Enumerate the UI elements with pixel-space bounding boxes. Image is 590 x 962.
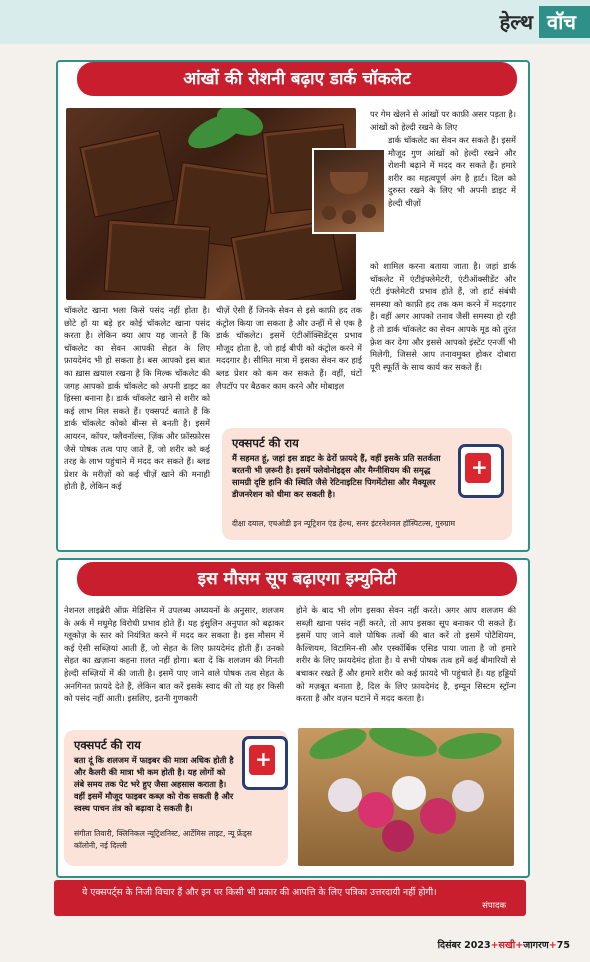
article2-title: इस मौसम सूप बढ़ाएगा इम्युनिटी [77,562,517,596]
disclaimer-text: ये एक्सपर्ट्स के निजी विचार हैं और इन पर किसी भी प्रकार की आपत्ति के लिए पत्रिका उत्तरदायी नहीं होगी। [82,887,437,898]
medical-kit-icon: + [242,736,288,790]
expert-opinion: बता दूं कि शलजम में फाइबर की मात्रा अधिक होती है और कैलरी की मात्रा भी कम होती है। यह लोगों को लंबे समय तक पेट भरे हुए जैसा अहसास कराता है। वहीं इसमें मौजूद फाइबर कब्ज़ को रोक सकती है और स्वस्थ पाचन तंत्र को बढ़ावा दे सकती है। [74,755,234,813]
article2-col1: नेशनल लाइब्रेरी ऑफ़ मेडिसिन में उपलब्ध अध्ययनों के अनुसार, शलजम के अर्क में मधुमेह विरोधी प्रभाव होते हैं। यह इंसुलिन अनुपात को बढ़ाकर ग्लूकोज़ के स्तर को नियंत्रित करने में मदद कर सकता है। इस मौसम में कई ऐसी सब्ज़ियां आती हैं, जो सेहत के लिए फ़ायदेमंद होती हैं। उनको सेहत का ख़ज़ाना कहना ग़लत नहीं होगा। बता दें कि शलजम की गिनती हेल्दी सब्ज़ियों में की जाती है। इसमें पाए जाने वाले पोषक तत्व सेहत के अनगिनत फ़ायदे देते हैं, लेकिन बात करें इसके स्वाद की तो यह हर किसी को पसंद नहीं आती। इसलिए, इतनी गुणकारी [64,605,284,704]
expert-citation: दीक्षा दयाल, एचओडी इन न्यूट्रिशन एंड हेल्थ, सनर इंटरनेशनल हॉस्पिटल्स, गुरुग्राम [232,519,456,528]
expert-title: एक्सपर्ट की राय [232,436,299,450]
expert-title: एक्सपर्ट की राय [74,738,141,752]
article2-col2: होने के बाद भी लोग इसका सेवन नहीं करते। अगर आप शलजम की सब्ज़ी खाना पसंद नहीं करते, तो आप इसका सूप बनाकर पी सकते हैं। इसमें पाए जाने वाले पोषिक तत्वों की बात करें तो इसमें पोटैशियम, कैल्शियम, विटामिन-सी और एस्कॉर्बिक एसिड पाया जाता है जो हमारे शरीर के लिए फ़ायदेमंद होता है। ये सभी पोषक तत्व हमें कई बीमारियों से बचाकर रखते हैं और हमारे शरीर को कई फ़ायदे भी पहुंचाते हैं। यह हड्डियों को मज़बूत बनाता है, दिल के लिए फ़ायदेमंद है, इम्यून सिस्टम स्ट्रॉन्ग करता है और वज़न घटाने में मदद करता है। [296,605,516,704]
expert-opinion: मैं सहमत हूं, जहां इस डाइट के ढेरों फ़ायदे हैं, वहीं इसके प्रति सतर्कता बरतनी भी ज़रूरी है। इसमें फ्लेवोनोइड्स और मैग्नीशियम की समृद्ध सामग्री दृष्टि हानि की स्थिति जैसे रेटिनाइटिस पिगमेंटोसा और मैक्यूलर डीजनरेशन को धीमा कर सकती है। [232,453,441,499]
section-label [500,6,590,38]
article1-col3-top: पर गेम खेलने से आंखों पर काफ़ी असर पड़ता है। आंखों को हेल्दी रखने के लिए [370,109,516,132]
article1-title: आंखों की रोशनी बढ़ाए डार्क चॉकलेट [77,62,517,96]
cocoa-photo [312,148,386,234]
issue-month: दिसंबर 2023 [437,940,491,951]
disclaimer-bar [54,880,526,916]
article1-expert-box [222,428,512,540]
turnip-photo [298,728,514,866]
page-number: 75 [556,940,570,951]
editor-signature: संपादक [482,901,506,911]
section-label-watch: वॉच [539,6,590,38]
article1-col1: चॉकलेट खाना भला किसे पसंद नहीं होता है। छोटे हों या बड़े हर कोई चॉकलेट खाना पसंद करता है। लेकिन क्या आप यह जानते हैं कि चॉकलेट का सेवन आपकी सेहत के लिए फ़ायदेमंद भी हो सकता है। बस आपको इस बात का ख़ास ख़याल रखना है कि मिल्क चॉकलेट की जगह आपको डार्क चॉकलेट को अपनी डाइट का हिस्सा बनाना है। डार्क चॉकलेट खाने से शरीर को कई लाभ मिल सकते हैं। एक्सपर्ट बताते हैं कि डार्क चॉकलेट कोको बीन्स से बनती है। इसमें आयरन, कॉपर, फ्लैवनॉल्स, ज़िंक और फ़ॉस्फ़ोरस जैसे पोषक तत्व पाए जाते हैं, जो शरीर को कई तरह के लाभ पहुंचाने में मदद कर सकते हैं। ब्लड प्रेशर के मरीज़ों को कई चीज़ें खाने की मनाही होती है, लेकिन कई [64,305,210,492]
article2-expert-box [64,730,288,866]
page-footer: दिसंबर 2023+सखी+जागरण+75 [437,940,570,951]
medical-kit-icon: + [458,444,504,498]
brand-jagran: जागरण [523,940,549,951]
expert-citation: संगीता तिवारी, क्लिनिकल न्यूट्रिशनिस्ट, आर्टेमिस लाइट, न्यू फ्रेंड्स कॉलोनी, नई दिल्ली [74,829,252,850]
section-label-health: हेल्थ [499,10,533,34]
brand-sakhi: सखी [498,940,516,951]
article1-col3-rest: को शामिल करना बताया जाता है। जहां डार्क चॉकलेट में एंटीइंफ्लेमेटरी, एंटीऑक्सीडेंट और एंटी इंफ्लेमेटरी प्रभाव होते हैं, जो हार्ट संबंधी समस्या को काफ़ी हद तक कम करने में मददगार हैं। वहीं अगर आपको तनाव जैसी समस्या हो रही है तो डार्क चॉकलेट का सेवन आपके मूड को तुरंत फ़्रेश कर देगा और इससे आपको इंस्टेंट एनर्जी भी मिलेगी, जिससे आप तनावमुक्त होकर दोबारा पूरी स्फूर्ति के साथ कार्य कर सकते हैं। [370,261,516,372]
article1-col3-side: डार्क चॉकलेट का सेवन कर सकते हैं। इसमें मौजूद गुण आंखों को हेल्दी रखने और रोशनी बढ़ाने में मदद कर सकते हैं। हमारे शरीर का महत्वपूर्ण अंग है हार्ट। दिल को दुरुस्त रखने के लिए भी अपनी डाइट में हेल्दी चीज़ों [388,135,516,208]
article1-col2: चीज़ें ऐसी हैं जिनके सेवन से इसे काफ़ी हद तक कंट्रोल किया जा सकता है और उन्हीं में से एक है डार्क चॉकलेट। इसमें एंटीऑक्सिडेंट्स प्रभाव मौजूद होता है, जो हाई बीपी को कंट्रोल करने में मददगार है। सीमित मात्रा में इसका सेवन कर हाई ब्लड प्रेशर को कम कर सकते हैं। वहीं, घंटों लैपटॉप पर बैठकर काम करने और मोबाइल [216,305,362,391]
